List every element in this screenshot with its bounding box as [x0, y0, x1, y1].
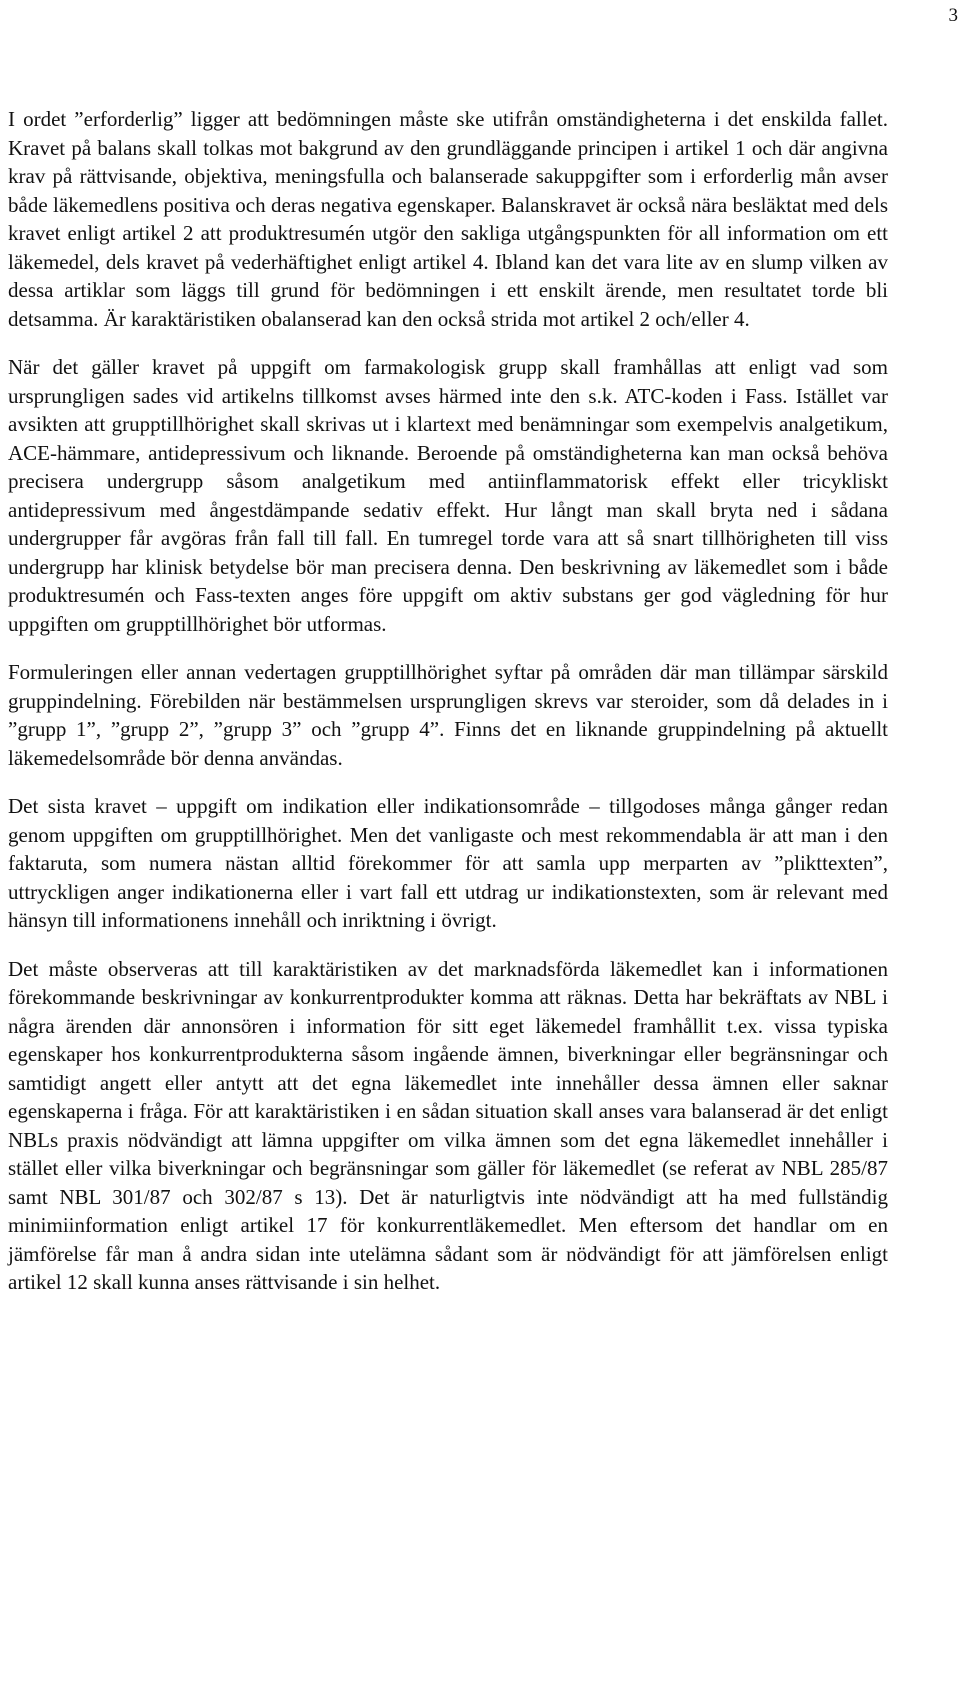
document-body [8, 105, 888, 1297]
paragraph: I ordet ”erforderlig” ligger att bedömningen måste ske utifrån omständigheterna i det enskilda fallet. Kravet på balans skall tolkas mot bakgrund av den grundläggande principen i artikel 1 och där angivna krav på rättvisande, objektiva, meningsfulla och balanserade sakuppgifter som i erforderlig mån avser både läkemedlens positiva och deras negativa egenskaper. Balanskravet är också nära besläktat med dels kravet enligt artikel 2 att produktresumén utgör den sakliga utgångspunkten för all information om ett läkemedel, dels kravet på vederhäftighet enligt artikel 4. Ibland kan det vara lite av en slump vilken av dessa artiklar som läggs till grund för bedömningen i ett enskilt ärende, men resultatet torde bli detsamma. Är karaktäristiken obalanserad kan den också strida mot artikel 2 och/eller 4. [8, 107, 888, 331]
paragraph: Det sista kravet – uppgift om indikation eller indikationsområde – tillgodoses många gånger redan genom uppgiften om grupptillhörighet. Men det vanligaste och mest rekommendabla är att man i den faktaruta, som numera nästan alltid förekommer för att samla upp merparten av ”plikttexten”, uttryckligen anger indikationerna eller i vart fall ett utdrag ur indikationstexten, som är relevant med hänsyn till informationens innehåll och inriktning i övrigt. [8, 794, 888, 932]
paragraph: När det gäller kravet på uppgift om farmakologisk grupp skall framhållas att enligt vad som ursprungligen sades vid artikelns tillkomst avses härmed inte den s.k. ATC-koden i Fass. Istället var avsikten att grupptillhörighet skall skrivas ut i klartext med benämningar som exempelvis analgetikum, ACE-hämmare, antidepressivum och liknande. Beroende på omständigheterna kan man också behöva precisera undergrupp såsom analgetikum med antiinflammatorisk effekt eller tricykliskt antidepressivum med ångestdämpande sedativ effekt. Hur långt man skall bryta ned i sådana undergrupper får avgöras från fall till fall. En tumregel torde vara att så snart tillhörigheten till viss undergrupp har klinisk betydelse bör man precisera denna. Den beskrivning av läkemedlet som i både produktresumén och Fass-texten anges före uppgift om aktiv substans ger god vägledning för hur uppgiften om grupptillhörighet bör utformas. [8, 355, 888, 636]
paragraph: Det måste observeras att till karaktäristiken av det marknadsförda läkemedlet kan i informationen förekommande beskrivningar av konkurrentprodukter komma att räknas. Detta har bekräftats av NBL i några ärenden där annonsören i information för sitt eget läkemedel framhållit t.ex. vissa typiska egenskaper hos konkurrentprodukterna såsom ingående ämnen, biverkningar eller begränsningar och samtidigt angett eller antytt att det egna läkemedlet inte innehåller dessa ämnen eller saknar egenskaperna i fråga. För att karaktäristiken i en sådan situation skall anses vara balanserad är det enligt NBLs praxis nödvändigt att lämna uppgifter om vilka ämnen som det egna läkemedlet innehåller i stället eller vilka biverkningar och begränsningar som gäller för läkemedlet (se referat av NBL 285/87 samt NBL 301/87 och 302/87 s 13). Det är naturligtvis inte nödvändigt att ha med fullständig minimiinformation enligt artikel 17 för konkurrentläkemedlet. Men eftersom det handlar om en jämförelse får man å andra sidan inte utelämna sådant som är nödvändigt för att jämförelsen enligt artikel 12 skall kunna anses rättvisande i sin helhet. [8, 956, 888, 1294]
paragraph: Formuleringen eller annan vedertagen grupptillhörighet syftar på områden där man tillämpar särskild gruppindelning. Förebilden när bestämmelsen ursprungligen skrevs var steroider, som då delades in i ”grupp 1”, ”grupp 2”, ”grupp 3” och ”grupp 4”. Finns det en liknande gruppindelning på aktuellt läkemedelsområde bör denna användas. [8, 660, 888, 770]
page-number: 3 [948, 5, 958, 26]
